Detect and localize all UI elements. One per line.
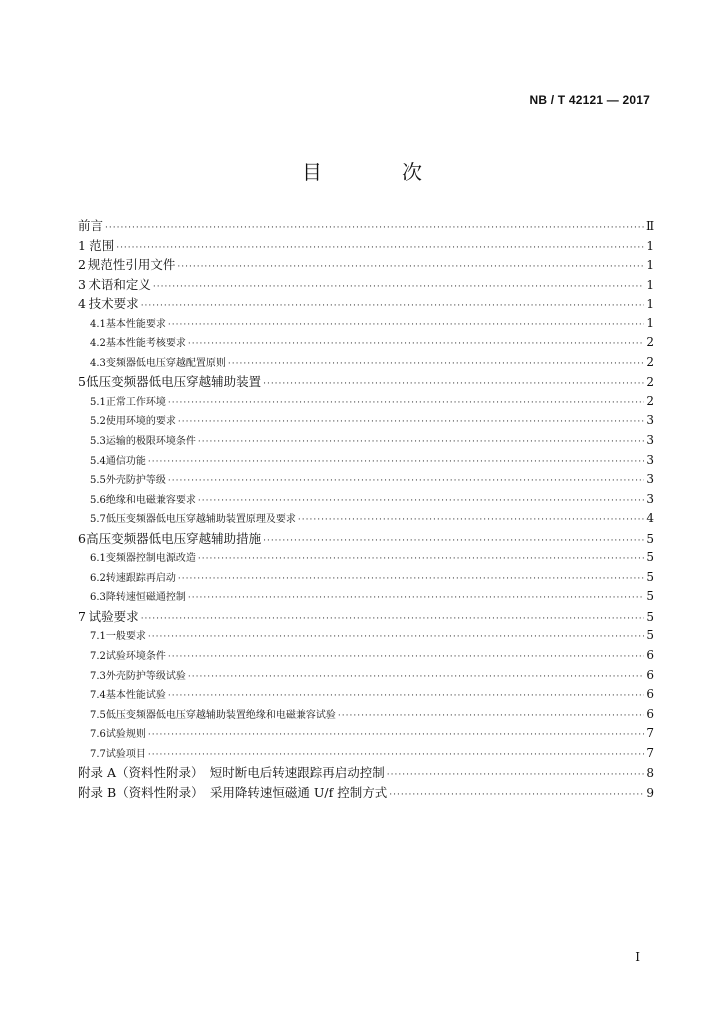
toc-leader-dots [168,316,644,336]
toc-entry-title: 一般要求 [105,631,146,643]
toc-entry-title: 低压变频器低电压穿越辅助装置原理及要求 [105,514,296,526]
toc-entry-page: 2 [646,354,654,369]
toc-entry[interactable] [78,705,654,725]
toc-entry[interactable] [78,744,654,764]
toc-leader-dots [178,570,644,590]
toc-entry-page: 5 [646,609,654,624]
toc-leader-dots [168,687,644,707]
toc-leader-dots [198,550,644,570]
toc-entry-page: 6 [646,687,654,702]
toc-entry-title: 术语和定义 [88,276,151,292]
toc-entry-number: 4.1 [90,318,106,330]
toc-entry-page: 3 [646,452,654,467]
toc-leader-dots [338,707,644,727]
toc-entry-number: 7.5 [90,709,106,721]
toc-entry-page: 5 [646,589,654,604]
toc-entry-title: 外壳防护等级试验 [105,670,186,682]
toc-entry-title: 前言 [78,218,104,233]
toc-entry-number: 7.7 [90,748,106,760]
toc-entry[interactable] [78,568,654,588]
toc-entry-page: 2 [646,335,654,350]
toc-entry-page: 6 [646,667,654,682]
toc-entry-number: 5.6 [90,494,106,506]
toc-leader-dots [263,375,644,395]
toc-entry-number: 5.3 [90,436,106,448]
toc-entry-page: 3 [646,491,654,506]
toc-entry[interactable] [78,294,654,314]
toc-entry-number: 5.2 [90,416,106,428]
toc-leader-dots [148,628,644,648]
toc-leader-dots [228,355,644,375]
toc-entry-page: 7 [646,745,654,760]
toc-entry-page: Ⅱ [646,219,655,233]
toc-entry[interactable] [78,587,654,607]
toc-entry-page: 5 [646,628,654,643]
toc-entry-number: 7 [78,608,86,624]
toc-entry-number: 4.2 [90,338,106,350]
toc-entry[interactable] [78,236,654,256]
toc-entry-page: 5 [646,569,654,584]
toc-leader-dots [141,610,644,630]
table-of-contents [78,216,654,802]
toc-entry-title: 变频器低电压穿越配置原则 [105,357,226,369]
toc-entry[interactable] [78,607,654,627]
toc-entry[interactable] [78,626,654,646]
toc-leader-dots [168,394,644,414]
toc-entry-title: 变频器控制电源改造 [105,553,196,565]
toc-entry[interactable] [78,451,654,471]
toc-entry-page: 9 [646,785,654,800]
toc-entry-page: 1 [646,297,654,312]
toc-entry-title: 范围 [89,237,115,253]
toc-leader-dots [188,589,644,609]
toc-leader-dots [168,648,644,668]
toc-entry[interactable] [78,353,654,373]
toc-entry-number: 7.1 [90,631,106,643]
toc-leader-dots [148,726,644,746]
toc-entry-number: 6 [78,530,86,546]
toc-entry[interactable] [78,490,654,510]
toc-entry[interactable] [78,431,654,451]
toc-leader-dots [263,532,644,552]
toc-entry-page: 8 [646,766,654,781]
toc-entry-page: 2 [646,393,654,408]
toc-entry-number: 2 [78,257,86,273]
toc-leader-dots [389,786,644,806]
toc-entry-number: 1 [78,237,86,253]
toc-leader-dots [168,472,644,492]
toc-entry[interactable] [78,646,654,666]
toc-entry-title: 试验项目 [105,748,146,760]
toc-leader-dots [153,278,644,298]
toc-entry[interactable] [78,275,654,295]
toc-entry-page: 1 [646,315,654,330]
toc-entry-number: 4 [78,296,86,312]
toc-entry-page: 1 [646,277,654,292]
toc-entry-title: 正常工作环境 [105,396,166,408]
toc-leader-dots [198,433,644,453]
toc-entry-title: 基本性能要求 [105,318,166,330]
toc-entry[interactable] [78,724,654,744]
toc-entry-page: 7 [646,726,654,741]
toc-leader-dots [198,492,644,512]
toc-entry-page: 6 [646,706,654,721]
toc-entry-page: 6 [646,648,654,663]
toc-entry-title: 通信功能 [105,455,146,467]
toc-entry-number: 5 [78,374,86,390]
toc-entry-title: 试验规则 [105,729,146,741]
toc-entry-title: 试验要求 [88,608,139,624]
toc-leader-dots [105,219,644,239]
toc-entry[interactable] [78,333,654,353]
toc-entry-title: 低压变频器低电压穿越辅助装置 [86,374,262,390]
toc-entry-page: 2 [646,375,654,390]
toc-entry-title: 转速跟踪再启动 [105,572,176,584]
toc-leader-dots [177,258,644,278]
standard-number: NB / T 42121 — 2017 [529,93,650,107]
toc-entry-page: 5 [646,531,654,546]
toc-entry[interactable] [78,763,654,783]
toc-entry-number: 4.3 [90,357,106,369]
toc-leader-dots [298,511,644,531]
toc-entry[interactable] [78,666,654,686]
toc-entry-title: 使用环境的要求 [105,416,176,428]
toc-entry-title: 低压变频器低电压穿越辅助装置绝缘和电磁兼容试验 [105,709,336,721]
toc-entry-page: 5 [646,550,654,565]
toc-entry[interactable] [78,509,654,529]
toc-entry-number: 6.1 [90,553,106,565]
toc-leader-dots [387,766,644,786]
toc-entry[interactable] [78,255,654,275]
toc-entry-title: 降转速恒磁通控制 [105,592,186,604]
toc-entry-page: 3 [646,433,654,448]
toc-entry-number: 6.3 [90,592,106,604]
toc-entry[interactable] [78,216,654,236]
toc-entry-number: 3 [78,276,86,292]
toc-entry-number: 6.2 [90,572,106,584]
toc-entry-title: 试验环境条件 [105,651,166,663]
toc-leader-dots [188,335,644,355]
toc-entry[interactable] [78,392,654,412]
toc-entry[interactable] [78,372,654,392]
toc-entry[interactable] [78,411,654,431]
toc-leader-dots [141,297,644,317]
toc-entry-page: 3 [646,413,654,428]
toc-entry-page: 1 [646,238,654,253]
toc-leader-dots [178,413,644,433]
toc-entry[interactable] [78,685,654,705]
toc-entry-page: 1 [646,258,654,273]
toc-leader-dots [188,668,644,688]
toc-entry-title: 附录 A（资料性附录） 短时断电后转速跟踪再启动控制 [78,765,385,781]
toc-entry-number: 7.4 [90,690,106,702]
toc-entry-page: 3 [646,472,654,487]
toc-entry-number: 5.1 [90,396,106,408]
toc-entry-title: 技术要求 [88,296,139,312]
toc-entry-title: 外壳防护等级 [105,475,166,487]
toc-entry[interactable] [78,783,654,803]
toc-entry-title: 基本性能试验 [105,690,166,702]
toc-entry-number: 5.7 [90,514,106,526]
toc-entry[interactable] [78,314,654,334]
page-title: 目 次 [302,160,452,184]
toc-entry-number: 5.4 [90,455,106,467]
toc-entry[interactable] [78,470,654,490]
toc-entry-number: 7.2 [90,651,106,663]
toc-entry[interactable] [78,529,654,549]
toc-entry-title: 规范性引用文件 [87,257,176,273]
toc-leader-dots [148,453,644,473]
toc-entry-title: 运输的极限环境条件 [105,436,196,448]
toc-entry-number: 5.5 [90,475,106,487]
toc-entry-title: 附录 B（资料性附录） 采用降转速恒磁通 U/f 控制方式 [78,784,388,800]
toc-entry-title: 高压变频器低电压穿越辅助措施 [86,530,262,546]
toc-entry-title: 基本性能考核要求 [105,338,186,350]
toc-entry-number: 7.3 [90,670,106,682]
toc-entry-title: 绝缘和电磁兼容要求 [105,494,196,506]
toc-entry[interactable] [78,548,654,568]
page-number: I [635,950,640,964]
toc-entry-page: 4 [646,511,654,526]
toc-entry-number: 7.6 [90,729,106,741]
toc-leader-dots [116,239,644,259]
